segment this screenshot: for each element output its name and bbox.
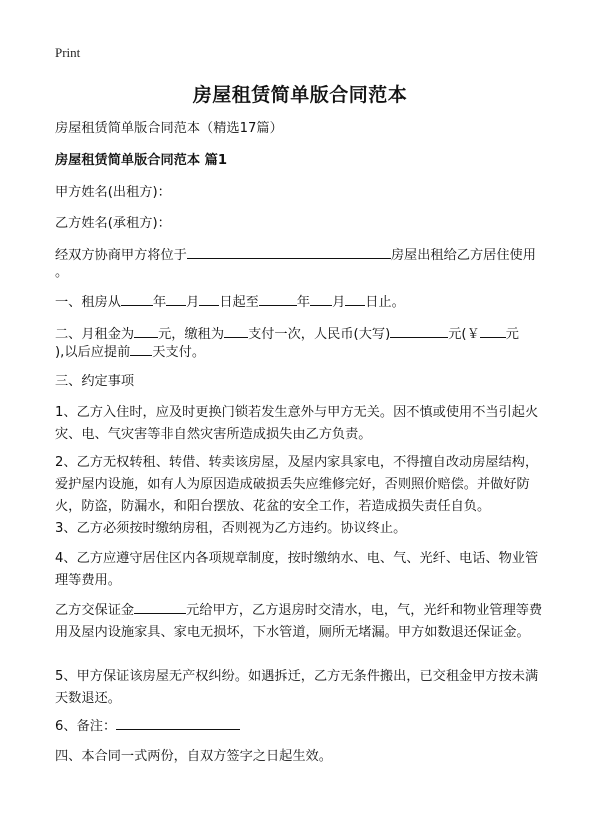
rent-amount-text: 天支付。: [152, 345, 206, 360]
address-blank: [187, 244, 391, 259]
rent-period-text: 一、租房从: [55, 295, 121, 310]
terms-heading: 三、约定事项: [55, 374, 135, 389]
monthly-rent-blank: [134, 323, 158, 338]
term-5: 5、甲方保证该房屋无产权纠纷。如遇拆迁，乙方无条件搬出，已交租金甲方按未满天数退还。: [55, 669, 539, 706]
rent-amount-text: 元: [505, 327, 519, 342]
start-month-blank: [166, 291, 186, 306]
rent-period-text: 年: [152, 295, 167, 310]
final-clause: 四、本合同一式两份，自双方签字之日起生效。: [55, 749, 332, 764]
remark-label: 6、备注：: [55, 719, 117, 734]
rent-amount-clause-cont: [55, 341, 550, 364]
deposit-clause: [55, 599, 550, 644]
amount-words-blank: [390, 323, 448, 338]
rent-period-text: 日起至: [219, 295, 259, 310]
deposit-prefix: 乙方交保证金: [55, 603, 135, 618]
remark-blank: [116, 715, 240, 730]
start-year-blank: [121, 291, 153, 306]
rent-amount-text: ),以后应提前: [55, 345, 131, 360]
rent-amount-text: 元(￥: [448, 327, 480, 342]
rent-period-clause: [55, 291, 550, 314]
start-day-blank: [199, 291, 219, 306]
term-4: 4、乙方应遵守居住区内各项规章制度，按时缴纳水、电、气、光纤、电话、物业管理等费用。: [55, 551, 539, 588]
rent-amount-text: 元，缴租为: [158, 327, 225, 342]
payment-cycle-blank: [224, 323, 248, 338]
rent-period-text: 日止。: [365, 295, 405, 310]
end-month-blank: [310, 291, 332, 306]
end-year-blank: [259, 291, 297, 306]
rent-period-text: 月: [332, 295, 346, 310]
term-3: 3、乙方必须按时缴纳房租，否则视为乙方违约。协议终止。: [55, 521, 407, 536]
document-subtitle: 房屋租赁简单版合同范本（精选17篇）: [55, 121, 283, 136]
advance-days-blank: [130, 341, 152, 356]
term-6: [55, 715, 550, 738]
deposit-blank: [134, 599, 186, 614]
end-day-blank: [345, 291, 365, 306]
section-heading: 房屋租赁简单版合同范本 篇1: [55, 153, 228, 168]
party-b-label: 乙方姓名(承租方)：: [55, 216, 171, 231]
agreement-end: 。: [55, 265, 69, 280]
rent-period-text: 年: [296, 295, 311, 310]
rent-amount-text: 支付一次，人民币(大写): [248, 327, 391, 342]
agreement-suffix: 房屋出租给乙方居住使用: [390, 248, 536, 263]
deposit-text: 元给甲方，乙方退房时交清水，电，气，光纤和物业管理等费用及屋内设施家具、家电无损坏，下水管道，厕所无堵漏。甲方如数退还保证金。: [55, 603, 543, 640]
rent-period-text: 月: [186, 295, 200, 310]
rent-amount-text: 二、月租金为: [55, 327, 135, 342]
party-a-label: 甲方姓名(出租方)：: [55, 185, 171, 200]
term-2: 2、乙方无权转租、转借、转卖该房屋，及屋内家具家电，不得擅自改动房屋结构，爱护屋内设施，如有人为原因造成破损丢失应维修完好，否则照价赔偿。并做好防火，防盗，防漏水，和阳台摆放、花盆的安全工作，若造成损失责任自负。: [55, 455, 539, 514]
term-1: 1、乙方入住时，应及时更换门锁若发生意外与甲方无关。因不慎或使用不当引起火灾、电、气灾害等非自然灾害所造成损失由乙方负责。: [55, 405, 539, 442]
amount-figures-blank: [480, 323, 506, 338]
print-link[interactable]: Print: [55, 45, 81, 60]
agreement-prefix: 经双方协商甲方将位于: [55, 248, 187, 263]
document-title: 房屋租赁简单版合同范本: [192, 84, 408, 106]
